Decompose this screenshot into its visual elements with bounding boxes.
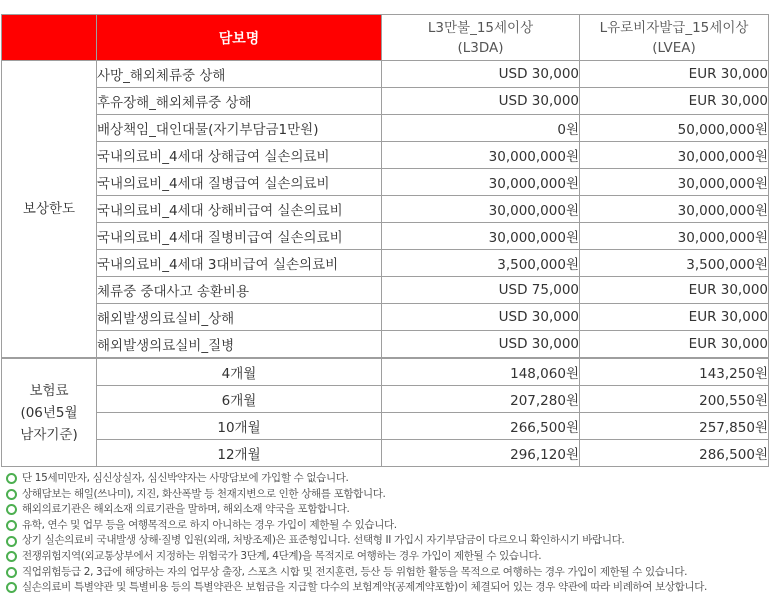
premium-row [2,440,769,467]
plan-lvea-premium: 200,550원 [580,386,769,413]
premium-group-basis: 남자기준) [20,426,78,443]
table-row [2,88,769,115]
coverage-name: 해외발생의료실비_질병 [97,331,382,359]
plan-l3da-name: L3만불_15세이상 [427,19,534,36]
notes-list [6,471,768,596]
plan-lvea-name: L유로비자발급_15세이상 [599,19,749,36]
coverage-limit-group: 보상한도 [2,61,97,359]
plan-lvea-value: 30,000,000원 [580,223,769,250]
note-item [6,580,768,596]
premium-period: 12개월 [97,440,382,467]
table-header-row [2,15,769,61]
coverage-name: 국내의료비_4세대 질병급여 실손의료비 [97,169,382,196]
premium-period: 6개월 [97,386,382,413]
coverage-table [1,14,769,467]
premium-row [2,413,769,440]
note-item [6,471,768,487]
plan-l3da-premium: 296,120원 [382,440,580,467]
coverage-name: 체류중 중대사고 송환비용 [97,277,382,304]
header-coverage-name: 담보명 [97,15,382,61]
plan-lvea-premium: 257,850원 [580,413,769,440]
coverage-name: 해외발생의료실비_상해 [97,304,382,331]
plan-l3da-code: (L3DA) [457,39,504,56]
plan-lvea-value: 30,000,000원 [580,196,769,223]
plan-lvea-premium: 286,500원 [580,440,769,467]
coverage-name: 국내의료비_4세대 질병비급여 실손의료비 [97,223,382,250]
table-row [2,196,769,223]
green-circle-bullet-icon [6,504,17,515]
note-item [6,487,768,503]
table-row [2,331,769,359]
premium-group [2,358,97,467]
premium-group-date: (06년5월 [20,404,78,421]
table-row [2,115,769,142]
plan-l3da-premium: 266,500원 [382,413,580,440]
note-text: 단 15세미만자, 심신상실자, 심신박약자는 사망담보에 가입할 수 없습니다. [22,472,349,484]
table-row [2,61,769,88]
plan-lvea-value: 30,000,000원 [580,142,769,169]
coverage-name: 배상책임_대인대물(자기부담금1만원) [97,115,382,142]
coverage-name: 국내의료비_4세대 3대비급여 실손의료비 [97,250,382,277]
premium-period: 10개월 [97,413,382,440]
note-text: 상해담보는 해일(쓰나미), 지진, 화산폭발 등 천재지변으로 인한 상해를 포함합니다. [22,487,386,500]
premium-group-title: 보험료 [29,382,69,399]
plan-l3da-value: USD 75,000 [382,277,580,304]
note-item [6,565,768,581]
premium-period: 4개월 [97,358,382,386]
plan-l3da-value: USD 30,000 [382,304,580,331]
green-circle-bullet-icon [6,567,17,578]
plan-lvea-value: EUR 30,000 [580,61,769,88]
plan-lvea-premium: 143,250원 [580,358,769,386]
plan-l3da-value: USD 30,000 [382,331,580,359]
green-circle-bullet-icon [6,520,17,531]
plan-lvea-value: 3,500,000원 [580,250,769,277]
plan-l3da-premium: 148,060원 [382,358,580,386]
note-item [6,518,768,534]
table-row [2,277,769,304]
plan-l3da-value: 30,000,000원 [382,142,580,169]
note-item [6,549,768,565]
plan-l3da-value: USD 30,000 [382,88,580,115]
premium-row [2,358,769,386]
table-row [2,223,769,250]
table-row [2,142,769,169]
header-plan-lvea [580,15,769,61]
note-text: 실손의료비 특별약관 및 특별비용 등의 특별약관은 보험금을 지급할 다수의 보험계약(공제계약포함)이 체결되어 있는 경우 약관에 따라 비례하여 보상합니다. [22,581,708,594]
plan-lvea-value: 50,000,000원 [580,115,769,142]
plan-lvea-value: EUR 30,000 [580,304,769,331]
note-text: 해외의료기관은 해외소재 의료기관을 말하며, 해외소재 약국을 포함합니다. [22,503,350,516]
plan-l3da-premium: 207,280원 [382,386,580,413]
plan-lvea-value: 30,000,000원 [580,169,769,196]
green-circle-bullet-icon [6,551,17,562]
plan-lvea-value: EUR 30,000 [580,331,769,359]
green-circle-bullet-icon [6,473,17,484]
coverage-name: 국내의료비_4세대 상해비급여 실손의료비 [97,196,382,223]
plan-l3da-value: 30,000,000원 [382,196,580,223]
plan-l3da-value: 30,000,000원 [382,169,580,196]
plan-l3da-value: USD 30,000 [382,61,580,88]
plan-lvea-value: EUR 30,000 [580,277,769,304]
plan-l3da-value: 0원 [382,115,580,142]
coverage-name: 국내의료비_4세대 상해급여 실손의료비 [97,142,382,169]
coverage-name: 사망_해외체류중 상해 [97,61,382,88]
coverage-name: 후유장해_해외체류중 상해 [97,88,382,115]
table-row [2,169,769,196]
premium-row [2,386,769,413]
plan-lvea-value: EUR 30,000 [580,88,769,115]
note-item [6,533,768,549]
header-corner [2,15,97,61]
green-circle-bullet-icon [6,536,17,547]
note-text: 직업위험등급 2, 3급에 해당하는 자의 업무상 출장, 스포츠 시합 및 전지훈련, 등산 등 위험한 활동을 목적으로 여행하는 경우 가입이 제한될 수 있습니다. [22,565,688,578]
note-text: 유학, 연수 및 업무 등을 여행목적으로 하지 아니하는 경우 가입이 제한될 수 있습니다. [22,518,397,531]
note-text: 상기 실손의료비 국내발생 상해·질병 입원(외래, 처방조제)은 표준형입니다. 선택형 II 가입시 자기부담금이 다르오니 확인하시기 바랍니다. [22,534,625,547]
table-row [2,304,769,331]
table-row [2,250,769,277]
green-circle-bullet-icon [6,582,17,593]
note-item [6,502,768,518]
plan-lvea-code: (LVEA) [652,39,696,56]
green-circle-bullet-icon [6,489,17,500]
note-text: 전쟁위험지역(외교통상부에서 지정하는 위험국가 3단계, 4단계)을 목적지로 여행하는 경우 가입이 제한될 수 있습니다. [22,549,542,562]
header-plan-l3da [382,15,580,61]
plan-l3da-value: 3,500,000원 [382,250,580,277]
plan-l3da-value: 30,000,000원 [382,223,580,250]
